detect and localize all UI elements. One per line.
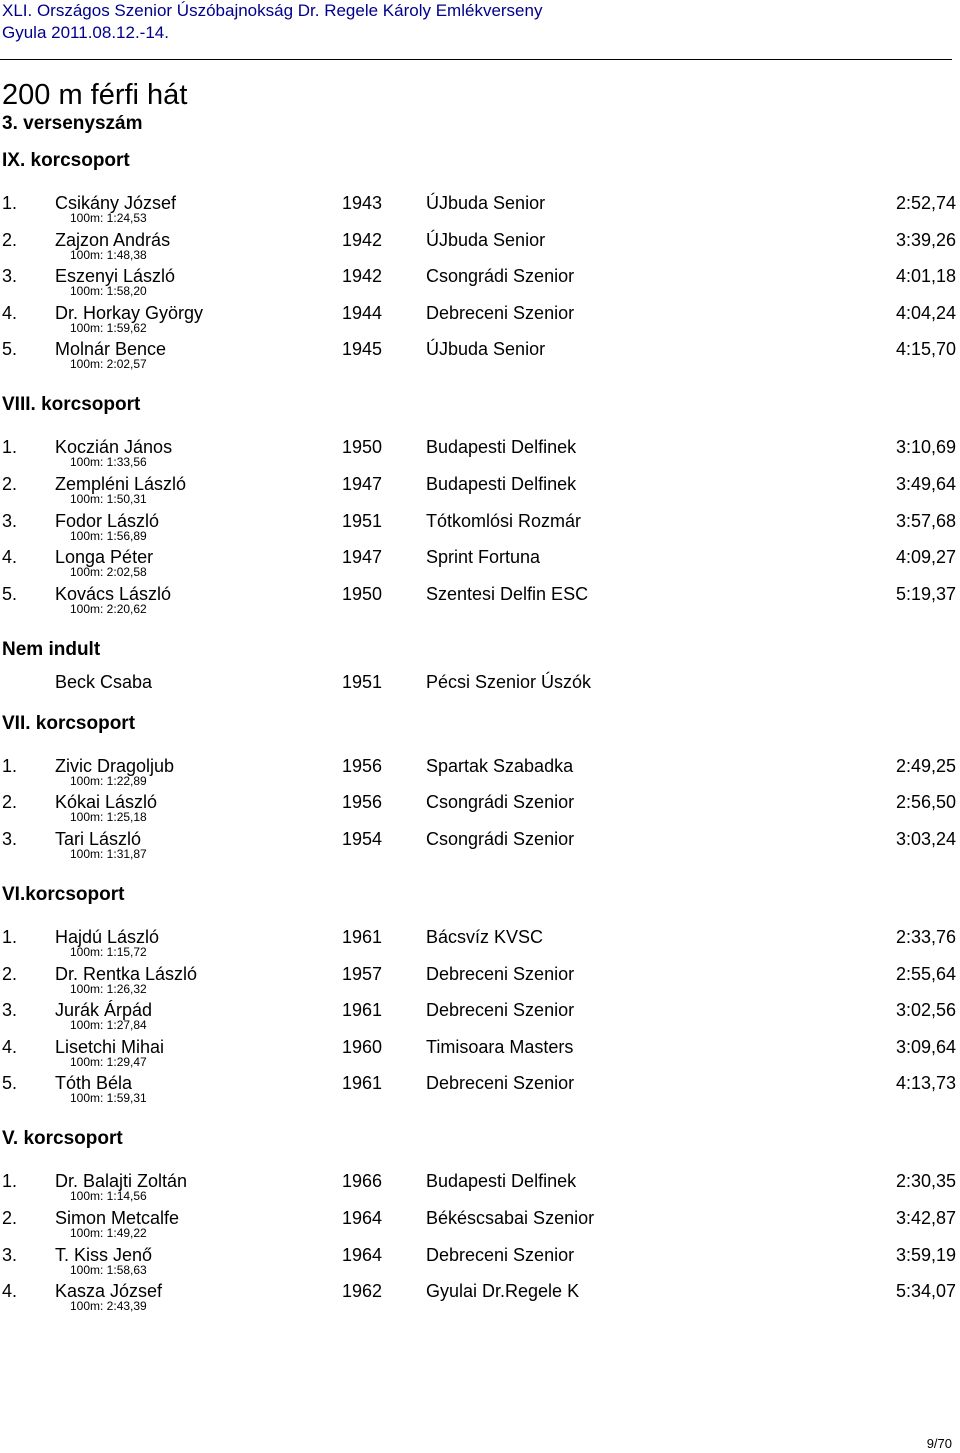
result-name: T. Kiss Jenő (55, 1244, 153, 1265)
result-time: 4:01,18 (895, 266, 956, 287)
result-time: 4:04,24 (895, 302, 956, 323)
result-club: Debreceni Szenior (426, 1000, 575, 1021)
result-place: 3. (2, 1244, 18, 1265)
result-time: 3:49,64 (895, 473, 956, 494)
result-row (0, 999, 960, 1036)
result-place: 5. (2, 1073, 18, 1094)
result-name: Molnár Bence (55, 339, 167, 360)
result-time: 2:33,76 (895, 926, 956, 947)
result-year: 1951 (342, 510, 383, 531)
result-time: 2:56,50 (895, 792, 956, 813)
dns-name: Beck Csaba (55, 671, 153, 692)
result-split: 100m: 2:43,39 (70, 1299, 147, 1314)
result-club: Budapesti Delfinek (426, 437, 577, 458)
result-year: 1964 (342, 1207, 383, 1228)
result-split: 100m: 1:31,87 (70, 846, 147, 861)
result-name: Tari László (55, 828, 142, 849)
result-time: 2:55,64 (895, 963, 956, 984)
result-place: 2. (2, 963, 18, 984)
result-name: Dr. Horkay György (55, 302, 204, 323)
result-split: 100m: 1:49,22 (70, 1225, 147, 1240)
result-row (0, 1072, 960, 1128)
age-group-title: VI.korcsoport (2, 883, 125, 905)
result-year: 1961 (342, 1000, 383, 1021)
document-header (2, 0, 542, 44)
result-place: 3. (2, 510, 18, 531)
age-group-title: IX. korcsoport (2, 150, 130, 171)
result-club: Debreceni Szenior (426, 302, 575, 323)
result-club: ÚJbuda Senior (426, 229, 546, 250)
result-year: 1960 (342, 1036, 383, 1057)
result-time: 2:49,25 (895, 755, 956, 776)
result-year: 1966 (342, 1171, 383, 1192)
result-time: 3:39,26 (895, 229, 956, 250)
result-time: 3:03,24 (895, 828, 956, 849)
result-club: Debreceni Szenior (426, 1244, 575, 1265)
result-year: 1950 (342, 437, 383, 458)
result-place: 4. (2, 1036, 18, 1057)
result-row (0, 436, 960, 473)
result-split: 100m: 2:02,58 (70, 565, 147, 580)
result-name: Eszenyi László (55, 266, 176, 287)
did-not-start-row (0, 671, 960, 713)
result-club: ÚJbuda Senior (426, 193, 546, 213)
result-row (0, 546, 960, 583)
result-name: Koczián János (55, 437, 173, 458)
result-name: Csikány József (55, 193, 177, 213)
result-name: Hajdú László (55, 926, 160, 947)
result-row (0, 1036, 960, 1073)
result-time: 3:09,64 (895, 1036, 956, 1057)
result-year: 1964 (342, 1244, 383, 1265)
result-time: 4:15,70 (895, 339, 956, 360)
result-club: ÚJbuda Senior (426, 339, 546, 360)
result-name: Simon Metcalfe (55, 1207, 180, 1228)
result-time: 4:13,73 (895, 1073, 956, 1094)
result-year: 1944 (342, 302, 383, 323)
result-row (0, 828, 960, 884)
result-name: Fodor László (55, 510, 160, 531)
page-number: 9/70 (926, 1436, 952, 1451)
result-split: 100m: 1:24,53 (70, 211, 147, 225)
result-club: Tótkomlósi Rozmár (426, 510, 582, 531)
result-club: Csongrádi Szenior (426, 266, 575, 287)
result-row (0, 963, 960, 1000)
result-club: Csongrádi Szenior (426, 792, 575, 813)
result-place: 1. (2, 193, 18, 213)
result-place: 5. (2, 583, 18, 604)
competition-location-date: Gyula 2011.08.12.-14. (2, 23, 169, 42)
result-split: 100m: 1:26,32 (70, 981, 147, 996)
result-time: 3:59,19 (895, 1244, 956, 1265)
result-place: 2. (2, 229, 18, 250)
result-place: 2. (2, 1207, 18, 1228)
result-split: 100m: 1:59,62 (70, 320, 147, 335)
result-split: 100m: 1:15,72 (70, 944, 147, 959)
result-place: 4. (2, 1281, 18, 1302)
result-place: 2. (2, 473, 18, 494)
result-time: 5:34,07 (895, 1281, 956, 1302)
event-number: 3. versenyszám (2, 113, 143, 134)
event-title: 200 m férfi hát (2, 79, 188, 111)
result-row (0, 229, 960, 266)
result-split: 100m: 1:56,89 (70, 528, 147, 543)
result-club: Bácsvíz KVSC (426, 926, 544, 947)
result-year: 1956 (342, 755, 383, 776)
result-place: 1. (2, 926, 18, 947)
result-name: Kovács László (55, 583, 172, 604)
result-time: 4:09,27 (895, 547, 956, 568)
result-club: Debreceni Szenior (426, 1073, 575, 1094)
result-name: Zajzon András (55, 229, 171, 250)
dns-club: Pécsi Szenior Úszók (426, 671, 592, 692)
result-name: Kókai László (55, 792, 158, 813)
age-group-title: VIII. korcsoport (2, 394, 141, 416)
result-place: 2. (2, 792, 18, 813)
result-name: Zivic Dragoljub (55, 755, 175, 776)
result-club: Budapesti Delfinek (426, 473, 577, 494)
result-place: 3. (2, 266, 18, 287)
result-row (0, 1170, 960, 1207)
result-time: 3:02,56 (895, 1000, 956, 1021)
result-club: Debreceni Szenior (426, 963, 575, 984)
result-name: Tóth Béla (55, 1073, 133, 1094)
result-row (0, 302, 960, 339)
result-year: 1947 (342, 473, 383, 494)
dns-year: 1951 (342, 671, 383, 692)
result-club: Békéscsabai Szenior (426, 1207, 595, 1228)
result-place: 3. (2, 1000, 18, 1021)
result-row (0, 926, 960, 963)
result-name: Lisetchi Mihai (55, 1036, 165, 1057)
result-row (0, 265, 960, 302)
result-year: 1943 (342, 193, 383, 213)
result-name: Longa Péter (55, 547, 154, 568)
result-year: 1961 (342, 1073, 383, 1094)
result-place: 4. (2, 547, 18, 568)
result-row (0, 1207, 960, 1244)
result-year: 1954 (342, 828, 383, 849)
result-place: 3. (2, 828, 18, 849)
result-club: Csongrádi Szenior (426, 828, 575, 849)
result-row (0, 583, 960, 639)
result-split: 100m: 1:22,89 (70, 773, 147, 788)
result-row (0, 755, 960, 792)
result-split: 100m: 1:33,56 (70, 455, 147, 470)
result-year: 1957 (342, 963, 383, 984)
result-year: 1956 (342, 792, 383, 813)
result-split: 100m: 2:20,62 (70, 601, 147, 616)
result-club: Spartak Szabadka (426, 755, 574, 776)
result-name: Kasza József (55, 1281, 163, 1302)
result-place: 5. (2, 339, 18, 360)
result-place: 4. (2, 302, 18, 323)
result-row (0, 510, 960, 547)
result-name: Zempléni László (55, 473, 187, 494)
result-split: 100m: 1:27,84 (70, 1018, 147, 1033)
result-row (0, 473, 960, 510)
result-time: 3:10,69 (895, 437, 956, 458)
result-year: 1961 (342, 926, 383, 947)
result-time: 2:52,74 (895, 193, 956, 213)
result-row (0, 1280, 960, 1336)
result-year: 1942 (342, 229, 383, 250)
header-divider (0, 59, 952, 60)
result-place: 1. (2, 1171, 18, 1192)
result-year: 1962 (342, 1281, 383, 1302)
result-row (0, 791, 960, 828)
result-split: 100m: 1:50,31 (70, 491, 147, 506)
result-place: 1. (2, 755, 18, 776)
age-group-title: VII. korcsoport (2, 712, 136, 734)
result-row (0, 192, 960, 229)
result-time: 5:19,37 (895, 583, 956, 604)
result-time: 3:42,87 (895, 1207, 956, 1228)
result-club: Sprint Fortuna (426, 547, 541, 568)
result-row (0, 338, 960, 394)
result-row (0, 1244, 960, 1281)
competition-title: XLI. Országos Szenior Úszóbajnokság Dr. Regele Károly Emlékverseny (2, 1, 543, 20)
result-split: 100m: 1:25,18 (70, 810, 147, 825)
result-time: 2:30,35 (895, 1171, 956, 1192)
result-place: 1. (2, 437, 18, 458)
result-split: 100m: 1:58,20 (70, 284, 147, 299)
result-club: Timisoara Masters (426, 1036, 574, 1057)
result-year: 1945 (342, 339, 383, 360)
result-split: 100m: 1:58,63 (70, 1262, 147, 1277)
results-content (0, 150, 960, 1336)
result-split: 100m: 2:02,57 (70, 357, 147, 372)
did-not-start-title: Nem indult (2, 638, 101, 660)
age-group-title: V. korcsoport (2, 1128, 123, 1150)
result-name: Dr. Rentka László (55, 963, 198, 984)
result-name: Jurák Árpád (55, 1000, 153, 1021)
result-club: Gyulai Dr.Regele K (426, 1281, 580, 1302)
result-split: 100m: 1:14,56 (70, 1189, 147, 1204)
result-year: 1947 (342, 547, 383, 568)
result-split: 100m: 1:48,38 (70, 247, 147, 262)
result-split: 100m: 1:29,47 (70, 1054, 147, 1069)
result-club: Szentesi Delfin ESC (426, 583, 589, 604)
result-year: 1942 (342, 266, 383, 287)
result-split: 100m: 1:59,31 (70, 1091, 147, 1106)
result-name: Dr. Balajti Zoltán (55, 1171, 188, 1192)
result-club: Budapesti Delfinek (426, 1171, 577, 1192)
result-time: 3:57,68 (895, 510, 956, 531)
result-year: 1950 (342, 583, 383, 604)
